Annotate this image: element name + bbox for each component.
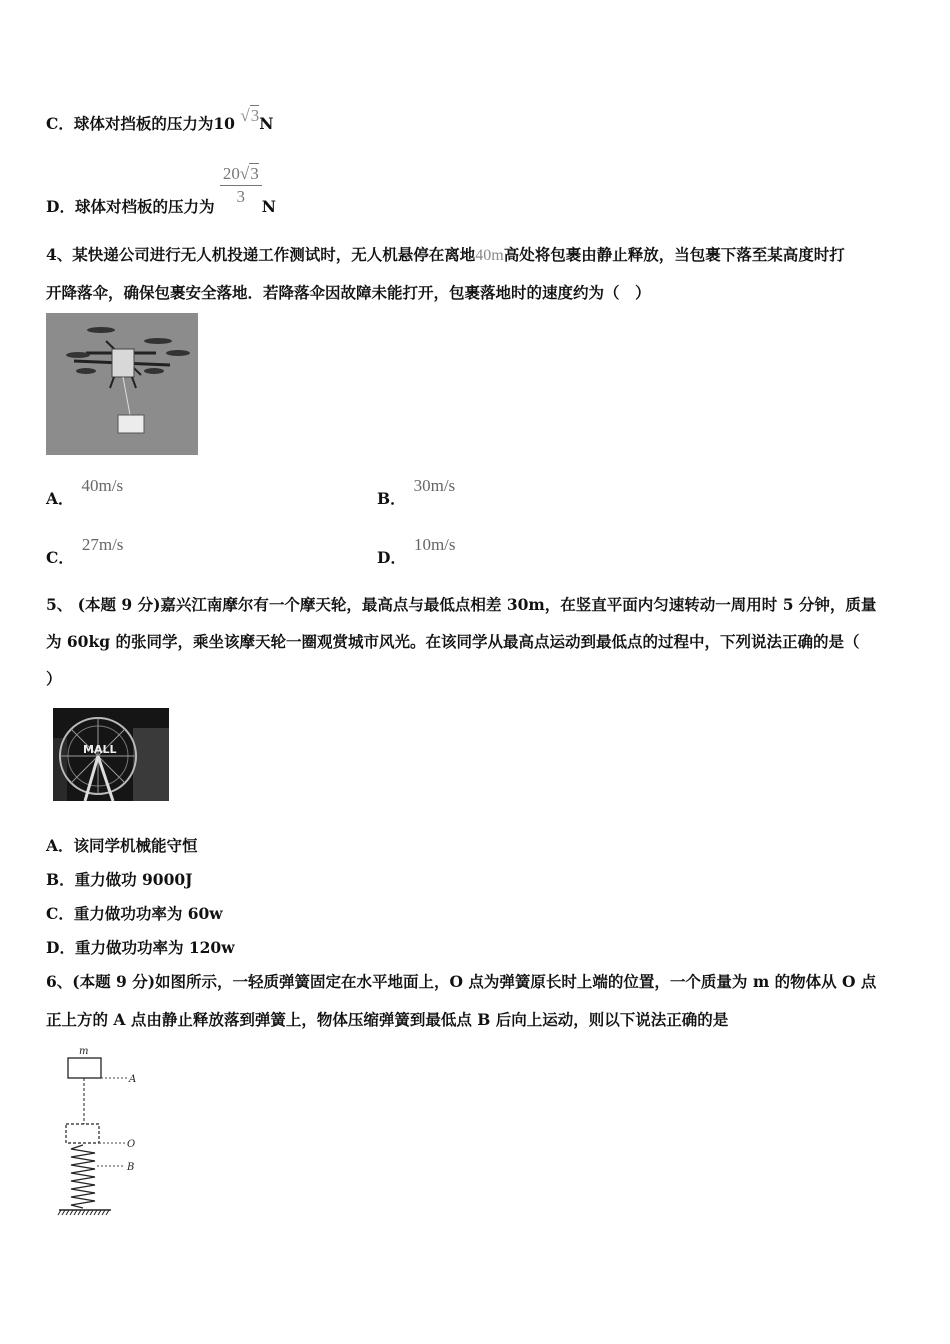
drone-image (46, 313, 198, 455)
q5-stem-line1: 5、 (本题 9 分)嘉兴江南摩尔有一个摩天轮，最高点与最低点相差 30m，在竖直平面内匀速转动一周用时 5 分钟，质量 (46, 595, 877, 614)
mall-sign: MALL (83, 743, 117, 756)
q6-stem-line2: 正上方的 A 点由静止释放落到弹簧上，物体压缩弹簧到最低点 B 后向上运动，则以下说法正确的是 (46, 1010, 729, 1029)
q4-stem-line1: 4、某快递公司进行无人机投递工作测试时，无人机悬停在离地40m高处将包裹由静止释放，当包裹下落至某高度时打 (46, 245, 845, 264)
spring-diagram (55, 1042, 165, 1222)
drone-illustration (46, 313, 198, 455)
q5-option-c: C．重力做功功率为 60w (46, 904, 223, 923)
block-at-o (66, 1124, 99, 1143)
q5-option-d: D．重力做功功率为 120w (46, 938, 235, 957)
q3-option-c: C．球体对挡板的压力为10 √3N (46, 106, 274, 133)
sqrt-expression: √3 (240, 106, 260, 125)
point-o-label: O (127, 1139, 136, 1150)
spring-diagram-svg (55, 1042, 165, 1222)
point-a-label: A (129, 1074, 137, 1085)
q4-option-c: C．27m/s (46, 535, 124, 567)
q5-stem-line3: ） (46, 669, 62, 688)
q4-option-b: B．30m/s (377, 476, 456, 508)
q5-stem-line2: 为 60kg 的张同学，乘坐该摩天轮一圈观赏城市风光。在该同学从最高点运动到最低点的过程中，下列说法正确的是（ (46, 632, 860, 651)
fraction: $\frac{20√3}{3}$ (220, 163, 262, 208)
q6-stem-line1: 6、(本题 9 分)如图所示，一轻质弹簧固定在水平地面上，O 点为弹簧原长时上端的位置，一个质量为 m 的物体从 O 点 (46, 972, 877, 991)
ferris-wheel-image (53, 708, 169, 801)
q5-option-a: A．该同学机械能守恒 (46, 836, 198, 855)
ferris-wheel-illustration (53, 708, 169, 801)
mass-label: m (79, 1046, 89, 1057)
q3-option-d: D．球体对档板的压力为 $\frac{20√3}{3}$ N (46, 164, 276, 216)
q4-stem-line2: 开降落伞，确保包裹安全落地．若降落伞因故障未能打开，包裹落地时的速度约为（ ） (46, 283, 651, 302)
q4-option-d: D．10m/s (377, 535, 456, 567)
q5-option-b: B．重力做功 9000J (46, 870, 193, 889)
spring (71, 1145, 95, 1208)
block-at-a (68, 1058, 101, 1078)
q4-option-a: A．40m/s (46, 476, 124, 508)
point-b-label: B (127, 1162, 135, 1173)
